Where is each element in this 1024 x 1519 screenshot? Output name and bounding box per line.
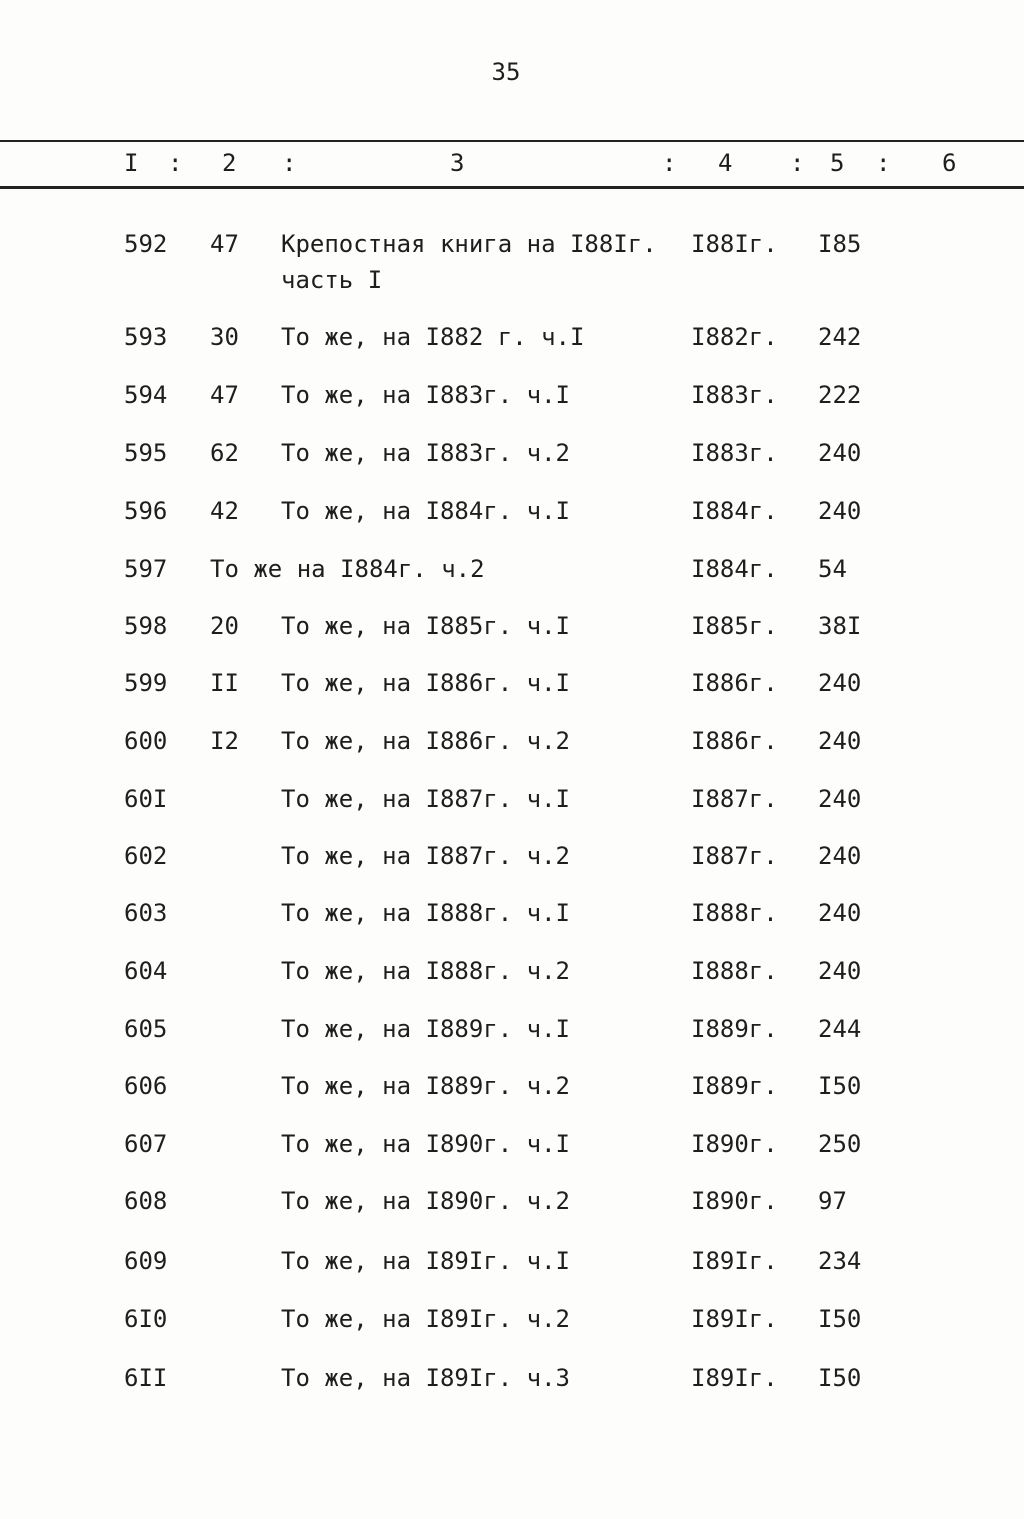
- table-row: [0, 781, 1024, 837]
- inventory-number: 598: [124, 612, 168, 640]
- document-year: I88Iг.: [691, 230, 778, 258]
- previous-number: II: [210, 669, 239, 697]
- document-year: I890г.: [691, 1130, 778, 1158]
- sheet-count: I50: [818, 1072, 862, 1100]
- table-row: [0, 953, 1024, 1009]
- document-year: I886г.: [691, 727, 778, 755]
- sheet-count: I50: [818, 1364, 862, 1392]
- document-year: I889г.: [691, 1072, 778, 1100]
- sheet-count: 38I: [818, 612, 862, 640]
- previous-number: I2: [210, 727, 239, 755]
- previous-number: 62: [210, 439, 239, 467]
- inventory-number: 603: [124, 899, 168, 927]
- inventory-number: 605: [124, 1015, 168, 1043]
- previous-number: 30: [210, 323, 239, 351]
- inventory-number: 596: [124, 497, 168, 525]
- column-header-6: 6: [942, 149, 957, 177]
- table-row: [0, 608, 1024, 664]
- column-separator: :: [790, 149, 805, 177]
- document-year: I890г.: [691, 1187, 778, 1215]
- document-title: То же, на I883г. ч.I: [281, 381, 570, 409]
- document-year: I888г.: [691, 957, 778, 985]
- table-row: [0, 838, 1024, 894]
- inventory-number: 6II: [124, 1364, 168, 1392]
- document-title: То же, на I882 г. ч.I: [281, 323, 585, 351]
- column-header-1: I: [124, 149, 139, 177]
- column-header-4: 4: [718, 149, 733, 177]
- document-title: То же, на I888г. ч.2: [281, 957, 570, 985]
- column-separator: :: [876, 149, 891, 177]
- document-title: То же, на I886г. ч.2: [281, 727, 570, 755]
- document-year: I883г.: [691, 381, 778, 409]
- table-row: [0, 1011, 1024, 1067]
- sheet-count: 97: [818, 1187, 847, 1215]
- inventory-number: 594: [124, 381, 168, 409]
- table-row: [0, 319, 1024, 375]
- document-title: То же, на I887г. ч.I: [281, 785, 570, 813]
- sheet-count: 240: [818, 727, 862, 755]
- inventory-number: 593: [124, 323, 168, 351]
- document-title: То же, на I886г. ч.I: [281, 669, 570, 697]
- document-title: То же, на I885г. ч.I: [281, 612, 570, 640]
- page-number: 35: [491, 58, 521, 86]
- table-row: [0, 1360, 1024, 1416]
- inventory-number: 608: [124, 1187, 168, 1215]
- document-title: Крепостная книга на I88Iг. часть I: [281, 230, 657, 294]
- sheet-count: 234: [818, 1247, 862, 1275]
- sheet-count: 240: [818, 842, 862, 870]
- header-bottom-rule: [0, 186, 1024, 189]
- document-title: То же, на I889г. ч.I: [281, 1015, 570, 1043]
- document-year: I883г.: [691, 439, 778, 467]
- document-year: I886г.: [691, 669, 778, 697]
- document-year: I887г.: [691, 842, 778, 870]
- document-title: То же, на I889г. ч.2: [281, 1072, 570, 1100]
- document-year: I885г.: [691, 612, 778, 640]
- table-row: [0, 551, 1024, 607]
- sheet-count: 240: [818, 785, 862, 813]
- sheet-count: 242: [818, 323, 862, 351]
- document-year: I888г.: [691, 899, 778, 927]
- table-row: [0, 1126, 1024, 1182]
- inventory-number: 597: [124, 555, 168, 583]
- sheet-count: 54: [818, 555, 847, 583]
- table-row: [0, 493, 1024, 549]
- sheet-count: I85: [818, 230, 862, 258]
- inventory-number: 607: [124, 1130, 168, 1158]
- document-title: То же, на I89Iг. ч.2: [281, 1305, 570, 1333]
- previous-number: 47: [210, 230, 239, 258]
- previous-number: 20: [210, 612, 239, 640]
- column-header-2: 2: [222, 149, 237, 177]
- inventory-number: 602: [124, 842, 168, 870]
- inventory-number: 600: [124, 727, 168, 755]
- sheet-count: 240: [818, 439, 862, 467]
- sheet-count: 244: [818, 1015, 862, 1043]
- table-row: [0, 895, 1024, 951]
- table-row: [0, 377, 1024, 433]
- document-year: I89Iг.: [691, 1247, 778, 1275]
- column-header-5: 5: [830, 149, 845, 177]
- column-separator: :: [168, 149, 183, 177]
- document-year: I882г.: [691, 323, 778, 351]
- inventory-number: 609: [124, 1247, 168, 1275]
- document-year: I884г.: [691, 497, 778, 525]
- sheet-count: 240: [818, 497, 862, 525]
- document-year: I89Iг.: [691, 1364, 778, 1392]
- sheet-count: 240: [818, 899, 862, 927]
- inventory-number: 6I0: [124, 1305, 168, 1333]
- document-title: То же, на I887г. ч.2: [281, 842, 570, 870]
- sheet-count: I50: [818, 1305, 862, 1333]
- document-year: I884г.: [691, 555, 778, 583]
- column-separator: :: [282, 149, 297, 177]
- sheet-count: 250: [818, 1130, 862, 1158]
- document-title: То же, на I89Iг. ч.I: [281, 1247, 570, 1275]
- document-title: То же, на I883г. ч.2: [281, 439, 570, 467]
- header-top-rule: [0, 140, 1024, 142]
- column-separator: :: [662, 149, 677, 177]
- previous-number: 47: [210, 381, 239, 409]
- document-title: То же, на I89Iг. ч.3: [281, 1364, 570, 1392]
- table-row: [0, 226, 1024, 294]
- inventory-number: 60I: [124, 785, 168, 813]
- document-title: То же, на I884г. ч.I: [281, 497, 570, 525]
- inventory-number: 592: [124, 230, 168, 258]
- table-row: [0, 1068, 1024, 1124]
- previous-number: 42: [210, 497, 239, 525]
- table-row: [0, 1243, 1024, 1299]
- document-year: I89Iг.: [691, 1305, 778, 1333]
- sheet-count: 240: [818, 669, 862, 697]
- document-year: I889г.: [691, 1015, 778, 1043]
- table-row: [0, 1183, 1024, 1239]
- document-title: То же на I884г. ч.2: [210, 555, 485, 583]
- inventory-number: 604: [124, 957, 168, 985]
- inventory-number: 599: [124, 669, 168, 697]
- document-title: То же, на I890г. ч.I: [281, 1130, 570, 1158]
- table-row: [0, 435, 1024, 491]
- table-row: [0, 723, 1024, 779]
- sheet-count: 240: [818, 957, 862, 985]
- sheet-count: 222: [818, 381, 862, 409]
- table-row: [0, 1301, 1024, 1357]
- table-row: [0, 665, 1024, 721]
- document-year: I887г.: [691, 785, 778, 813]
- document-title: То же, на I890г. ч.2: [281, 1187, 570, 1215]
- inventory-number: 595: [124, 439, 168, 467]
- document-title: То же, на I888г. ч.I: [281, 899, 570, 927]
- column-header-3: 3: [450, 149, 465, 177]
- inventory-number: 606: [124, 1072, 168, 1100]
